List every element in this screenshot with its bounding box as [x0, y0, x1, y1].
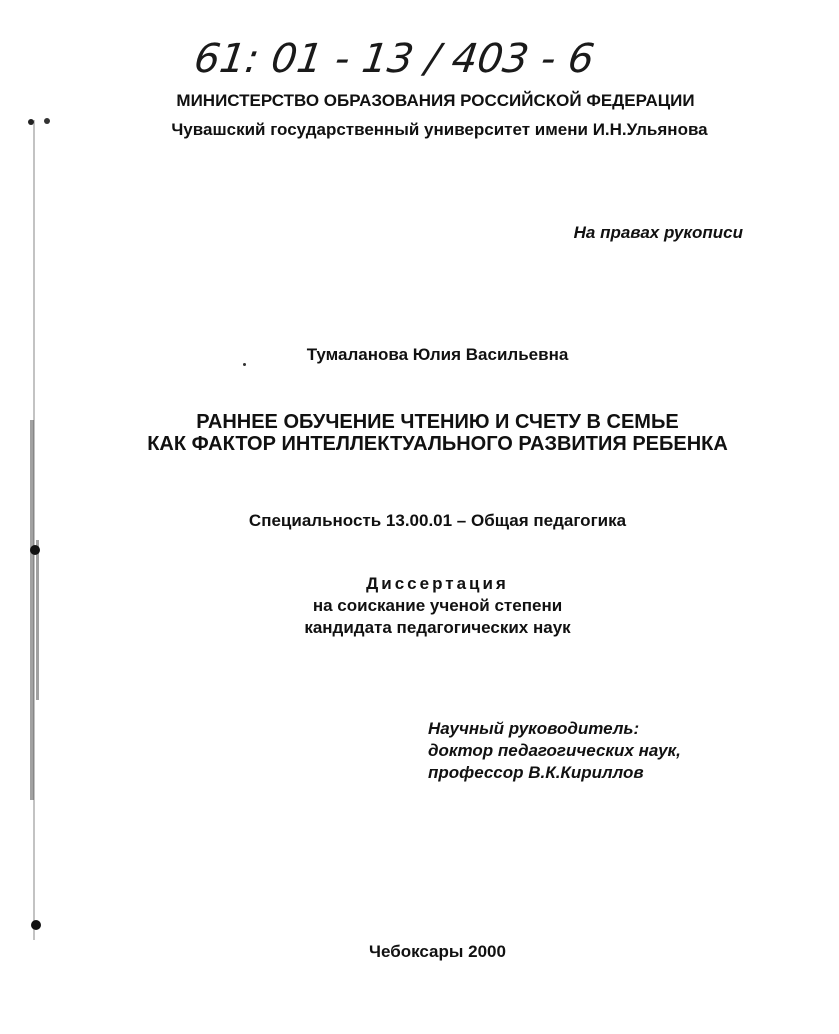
rights-note: На правах рукописи: [573, 223, 743, 242]
scan-speck: [243, 363, 246, 366]
author-name: Тумаланова Юлия Васильевна: [306, 345, 569, 364]
scan-speck: [44, 118, 50, 124]
university-name: Чувашский государственный университет имени И.Н.Ульянова: [171, 120, 708, 139]
dissertation-title-line-1: РАННЕЕ ОБУЧЕНИЕ ЧТЕНИЮ И СЧЕТУ В СЕМЬЕ: [196, 411, 679, 433]
degree-line-2: кандидата педагогических наук: [304, 618, 571, 637]
supervisor-label: Научный руководитель:: [428, 719, 640, 738]
svg-text:61: 01 - 13 / 403 - 6: 61: 01 - 13 / 403 - 6: [191, 36, 597, 82]
handwritten-code: [191, 20, 597, 90]
degree-line-1: на соискание ученой степени: [312, 596, 563, 615]
speciality: Специальность 13.00.01 – Общая педагогика: [248, 511, 627, 530]
ministry-heading: МИНИСТЕРСТВО ОБРАЗОВАНИЯ РОССИЙСКОЙ ФЕДЕРАЦИИ: [176, 91, 695, 110]
supervisor-name: профессор В.К.Кириллов: [428, 763, 644, 782]
dissertation-label: Диссертация: [366, 574, 509, 593]
supervisor-block: [428, 718, 681, 784]
supervisor-degree: доктор педагогических наук,: [428, 741, 681, 760]
dissertation-title-line-2: КАК ФАКТОР ИНТЕЛЛЕКТУАЛЬНОГО РАЗВИТИЯ РЕБЕНКА: [147, 433, 728, 455]
city-year: Чебоксары 2000: [369, 942, 506, 961]
